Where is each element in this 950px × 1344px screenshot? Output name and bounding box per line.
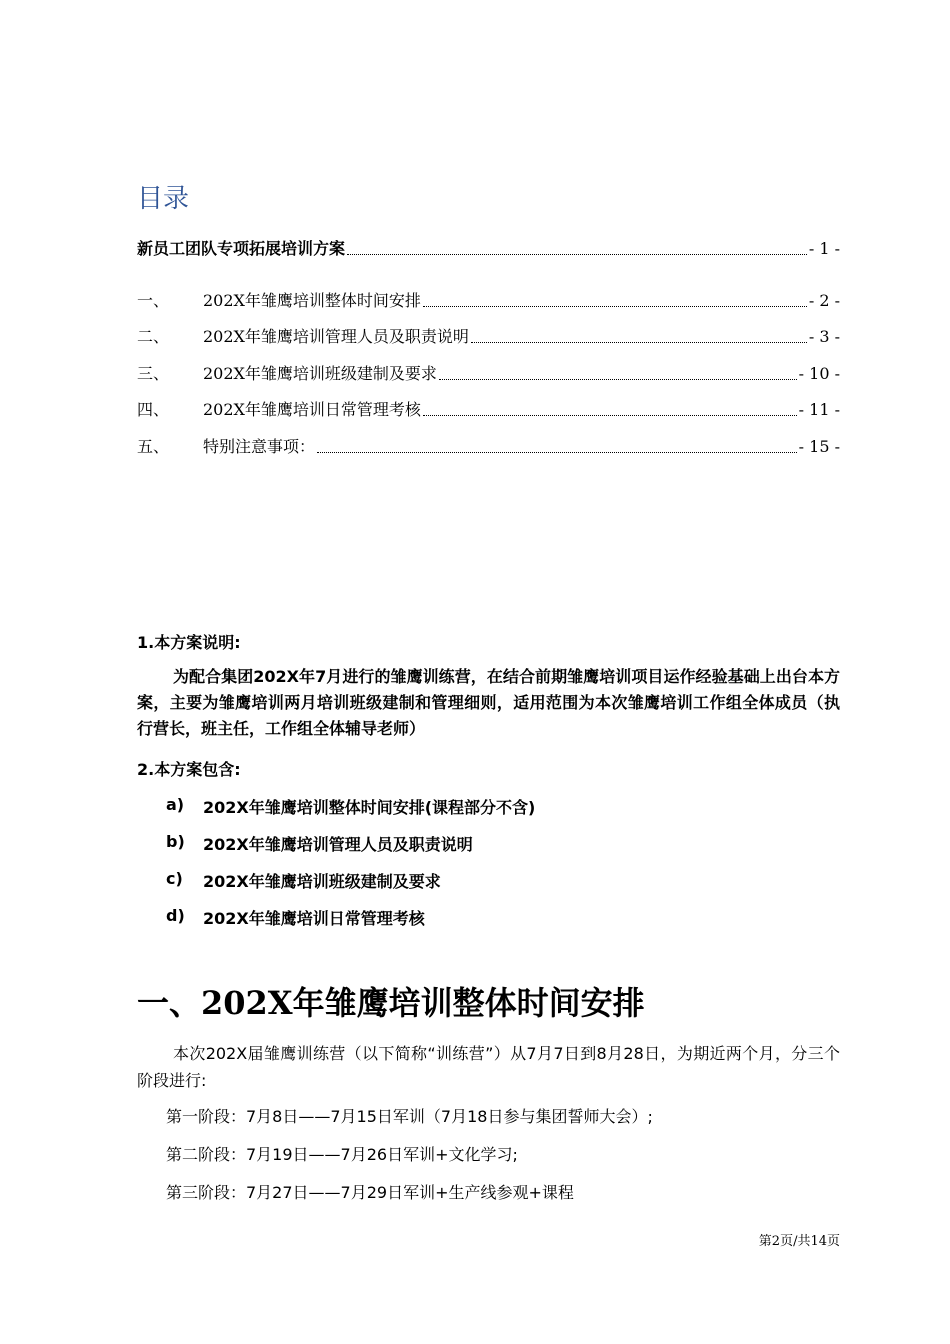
toc-entry[interactable] (137, 434, 840, 458)
toc-entry-text: 202X年雏鹰培训班级建制及要求 (203, 364, 437, 383)
toc-entry-page: - 3 - (808, 327, 840, 346)
list-marker: d) (166, 906, 185, 925)
list-item (166, 795, 535, 818)
page-footer: 第2页/共14页 (758, 1234, 840, 1249)
list-text: 202X年雏鹰培训日常管理考核 (203, 909, 425, 928)
toc-leader (471, 342, 807, 343)
toc-entry[interactable] (137, 288, 840, 312)
section-paragraph: 本次202X届雏鹰训练营（以下简称“训练营”）从7月7日到8月28日，为期近两个月，分三个阶段进行: (137, 1044, 840, 1090)
toc-entry-number: 二、 (137, 327, 170, 346)
intro-heading-2: 2.本方案包含: (137, 760, 241, 779)
toc-entry-page: - 11 - (798, 400, 840, 419)
toc-leader (423, 415, 797, 416)
toc-entry-text: 新员工团队专项拓展培训方案 (137, 239, 346, 258)
stage-item: 第二阶段：7月19日——7月26日军训+文化学习; (166, 1145, 518, 1164)
toc-entry-number: 四、 (137, 400, 170, 419)
toc-entry[interactable] (137, 397, 840, 421)
list-marker: b) (166, 832, 185, 851)
toc-entry-text: 202X年雏鹰培训管理人员及职责说明 (203, 327, 469, 346)
list-item (166, 906, 425, 929)
list-item (166, 832, 473, 855)
list-text: 202X年雏鹰培训管理人员及职责说明 (203, 835, 473, 854)
list-text: 202X年雏鹰培训班级建制及要求 (203, 872, 441, 891)
intro-heading-1: 1.本方案说明: (137, 633, 241, 652)
list-text: 202X年雏鹰培训整体时间安排(课程部分不含) (203, 798, 536, 817)
toc-entry-text: 特别注意事项： (203, 437, 316, 456)
toc-entry[interactable] (137, 236, 840, 260)
toc-entry-text: 202X年雏鹰培训日常管理考核 (203, 400, 421, 419)
stage-item: 第一阶段：7月8日——7月15日军训（7月18日参与集团誓师大会）; (166, 1107, 653, 1126)
intro-paragraph: 为配合集团202X年7月进行的雏鹰训练营，在结合前期雏鹰培训项目运作经验基础上出台本方案，主要为雏鹰培训两月培训班级建制和管理细则，适用范围为本次雏鹰培训工作组全体成员（执行营长，班主任，工作组全体辅导老师） (137, 667, 840, 738)
toc-entry-page: - 2 - (808, 291, 840, 310)
toc-entry-page: - 10 - (798, 364, 840, 383)
toc-leader (317, 452, 797, 453)
toc-entry-number: 三、 (137, 364, 170, 383)
toc-entry[interactable] (137, 361, 840, 385)
section-heading: 一、202X年雏鹰培训整体时间安排 (137, 984, 645, 1022)
toc-entry-page: - 1 - (808, 239, 840, 258)
list-marker: c) (166, 869, 183, 888)
list-item (166, 869, 441, 892)
toc-entry[interactable] (137, 324, 840, 348)
list-marker: a) (166, 795, 185, 814)
stage-item: 第三阶段：7月27日——7月29日军训+生产线参观+课程 (166, 1183, 574, 1202)
toc-leader (347, 254, 807, 255)
toc-entry-number: 五、 (137, 437, 170, 456)
toc-leader (439, 379, 797, 380)
toc-entry-text: 202X年雏鹰培训整体时间安排 (203, 291, 421, 310)
toc-entry-number: 一、 (137, 291, 170, 310)
toc-entry-page: - 15 - (798, 437, 840, 456)
toc-leader (423, 306, 807, 307)
toc-title: 目录 (137, 184, 190, 214)
